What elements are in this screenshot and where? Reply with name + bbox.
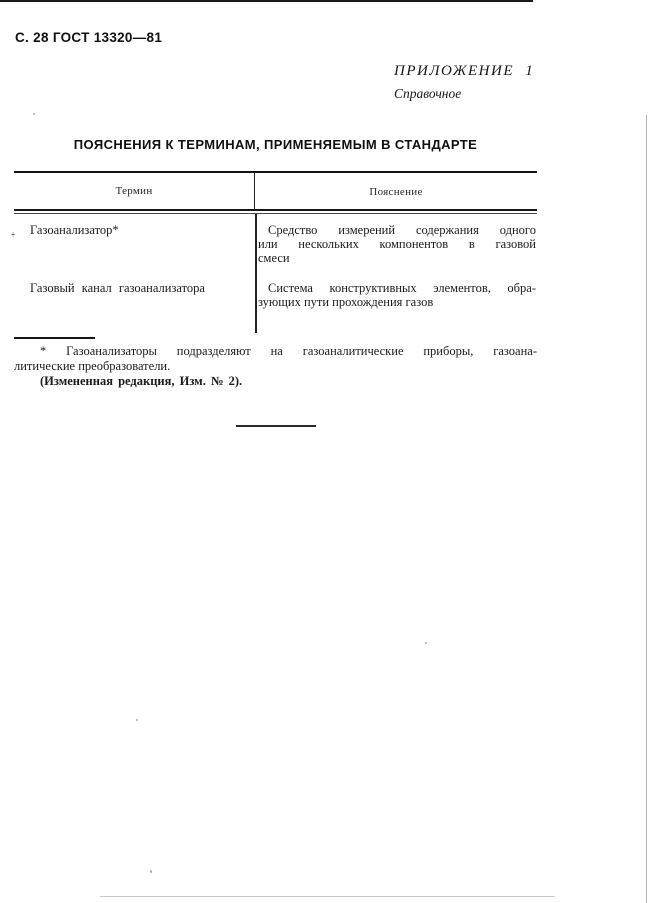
scan-speck <box>136 719 138 721</box>
explanation-line: или нескольких компонентов в газовой <box>258 237 536 251</box>
term-cell: Газоанализатор* <box>30 223 119 237</box>
document-title: ПОЯСНЕНИЯ К ТЕРМИНАМ, ПРИМЕНЯЕМЫМ В СТАНДАРТЕ <box>73 137 478 152</box>
footnote-line: литические преобразователи. <box>14 358 171 373</box>
margin-change-marker: + <box>10 229 16 241</box>
footnote-separator-rule <box>14 337 95 339</box>
footnote-block <box>14 344 537 388</box>
scan-speck <box>33 113 35 115</box>
page-header: С. 28 ГОСТ 13320—81 <box>15 30 163 45</box>
explanation-cell <box>255 281 537 309</box>
column-header-explanation: Пояснение <box>369 186 423 198</box>
scan-speck <box>425 642 427 644</box>
scan-edge-bottom-line <box>100 896 555 897</box>
appendix-block <box>394 63 534 102</box>
explanation-line: Средство измерений содержания одного <box>268 223 536 237</box>
explanation-line: смеси <box>258 251 290 265</box>
scan-speck <box>150 870 152 873</box>
column-header-explanation-cell <box>255 182 537 200</box>
table-header-row <box>14 173 537 209</box>
appendix-label: ПРИЛОЖЕНИЕ 1 <box>394 63 535 79</box>
explanation-cell <box>255 223 537 265</box>
scan-edge-top-line <box>0 0 533 2</box>
column-header-term-cell <box>14 173 255 209</box>
table-row <box>14 223 537 265</box>
column-divider-rule <box>255 214 257 333</box>
revision-note: (Измененная редакция, Изм. № 2). <box>40 373 243 388</box>
appendix-type: Справочное <box>394 86 462 101</box>
table-row <box>14 281 537 309</box>
terms-table <box>14 171 537 309</box>
scan-edge-right-line <box>646 115 647 903</box>
explanation-line: Система конструктивных элементов, обра- <box>268 281 536 295</box>
table-body <box>14 214 537 309</box>
section-end-rule <box>236 425 316 427</box>
explanation-line: зующих пути прохождения газов <box>258 295 434 309</box>
column-header-term: Термин <box>115 185 153 197</box>
term-cell: Газовый канал газоанализатора <box>30 281 205 295</box>
footnote-line: * Газоанализаторы подразделяют на газоаналитические приборы, газоана- <box>40 344 537 358</box>
